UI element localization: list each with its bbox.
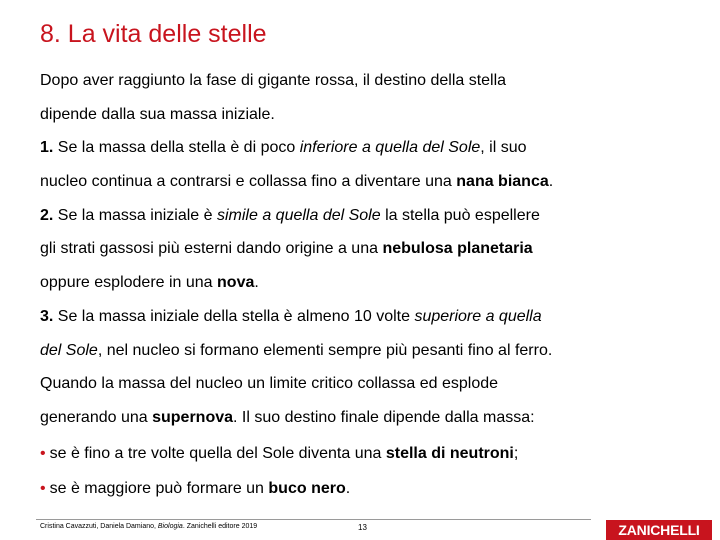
body-line: dipende dalla sua massa iniziale. <box>40 105 275 123</box>
item-number: 3. <box>40 307 54 325</box>
publisher-logo: ZANICHELLI <box>606 520 712 540</box>
body-line: del Sole, nel nucleo si formano elementi sempre più pesanti fino al ferro. <box>40 341 553 359</box>
body-line: 1. Se la massa della stella è di poco inferiore a quella del Sole, il suo <box>40 139 527 157</box>
item-number: 1. <box>40 139 54 157</box>
body-line: generando una supernova. Il suo destino finale dipende dalla massa: <box>40 408 535 426</box>
body-line: oppure esplodere in una nova. <box>40 274 259 292</box>
bullet-icon: • <box>40 444 46 462</box>
footer-credit: Cristina Cavazzuti, Daniela Damiano, Biologia. Zanichelli editore 2019 <box>40 523 258 530</box>
slide-title: 8. La vita delle stelle <box>40 20 267 48</box>
item-number: 2. <box>40 206 54 224</box>
body-line: 3. Se la massa iniziale della stella è almeno 10 volte superiore a quella <box>40 307 542 325</box>
bullet-item: • se è fino a tre volte quella del Sole diventa una stella di neutroni; <box>40 444 519 462</box>
body-line: gli strati gassosi più esterni dando origine a una nebulosa planetaria <box>40 240 533 258</box>
body-line: nucleo continua a contrarsi e collassa fino a diventare una nana bianca. <box>40 173 554 191</box>
body-line: Quando la massa del nucleo un limite critico collassa ed esplode <box>40 375 499 393</box>
slide-body <box>40 64 680 506</box>
bullet-icon: • <box>40 480 46 498</box>
body-line: 2. Se la massa iniziale è simile a quella del Sole la stella può espellere <box>40 206 540 224</box>
bullet-item: • se è maggiore può formare un buco nero. <box>40 480 351 498</box>
body-line: Dopo aver raggiunto la fase di gigante rossa, il destino della stella <box>40 72 507 89</box>
page-number: 13 <box>358 523 367 532</box>
footer-divider <box>36 519 591 520</box>
